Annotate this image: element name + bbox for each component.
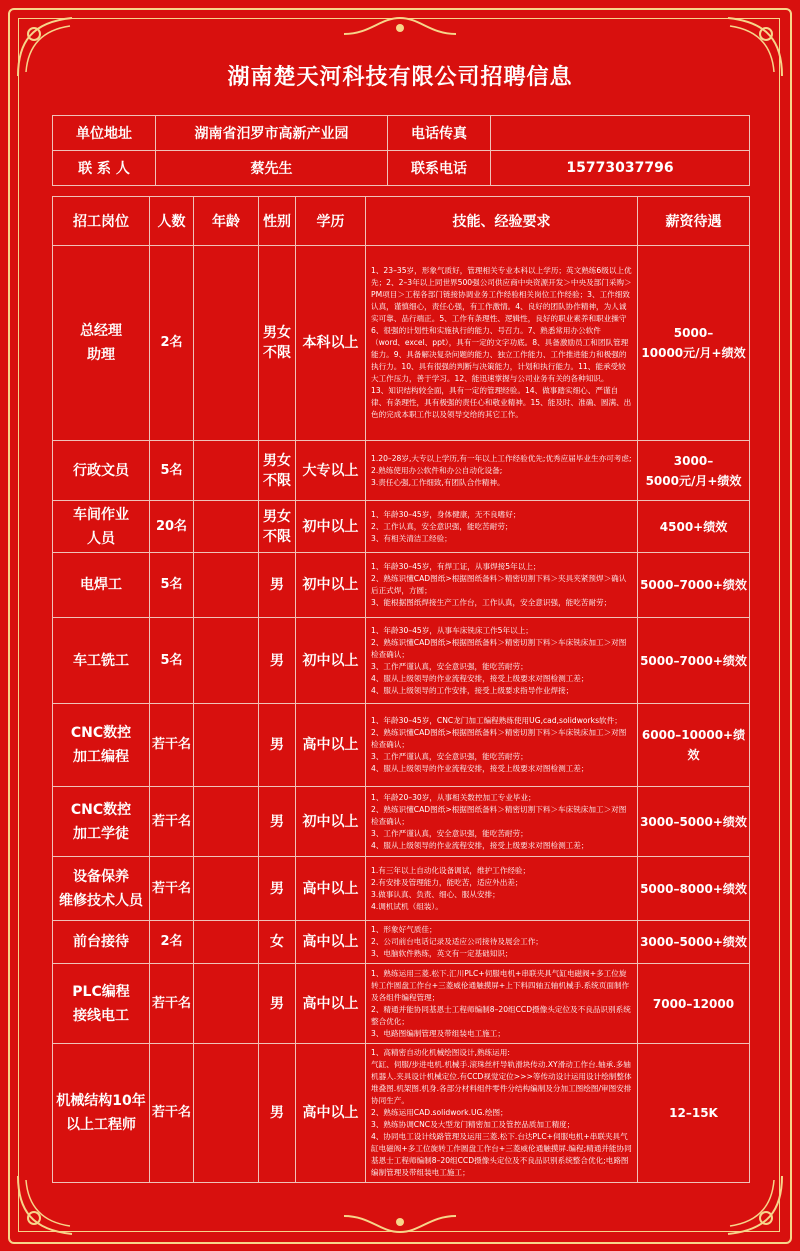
job-position-line: 机械结构10年 (56, 1093, 146, 1109)
salary-line: 7000–12000 (652, 996, 735, 1011)
job-salary (638, 441, 750, 501)
address-label: 单位地址 (53, 116, 156, 151)
requirement-line: 2、熟练识懂CAD图纸>根据图纸备料＞精密切割下料＞车床铣床加工＞对图检查确认； (371, 728, 627, 749)
job-education: 初中以上 (296, 553, 366, 618)
job-gender (259, 501, 296, 553)
job-count: 2名 (150, 921, 194, 964)
job-position (53, 441, 150, 501)
job-gender (259, 964, 296, 1044)
job-education: 高中以上 (296, 921, 366, 964)
job-gender (259, 441, 296, 501)
job-salary (638, 857, 750, 921)
job-gender-line: 男女 (263, 508, 291, 525)
column-header: 年龄 (194, 197, 259, 246)
job-age (194, 501, 259, 553)
requirement-line: 2、熟练识懂CAD图纸>根据图纸备料＞精密切割下料＞夹具夹紧预焊＞确认后正式焊，方圆； (371, 574, 627, 595)
fax-value (491, 116, 750, 151)
table-row (53, 857, 750, 921)
job-count: 若干名 (150, 787, 194, 857)
address-value: 湖南省汨罗市高新产业园 (156, 116, 388, 151)
job-gender-line: 男 (270, 880, 284, 897)
requirement-line: 4、服从上级领导的工作安排，接受上级要求指导作业焊接； (371, 685, 574, 695)
job-count: 2名 (150, 246, 194, 441)
job-education: 本科以上 (296, 246, 366, 441)
requirement-line: 3、工作严谨认真，安全意识强，能吃苦耐劳； (371, 661, 528, 671)
requirement-line: 1.20–28岁,大专以上学历,有一年以上工作经验优先;优秀应届毕业生亦可考虑; (371, 453, 632, 463)
job-salary (638, 921, 750, 964)
job-education: 初中以上 (296, 501, 366, 553)
job-salary (638, 964, 750, 1044)
requirement-line: 1、年龄20–30岁，从事相关数控加工专业毕业； (371, 792, 536, 802)
job-salary (638, 553, 750, 618)
job-position-line: CNC数控 (70, 725, 132, 741)
job-position (53, 246, 150, 441)
job-age (194, 553, 259, 618)
job-count: 若干名 (150, 1044, 194, 1183)
job-age (194, 857, 259, 921)
job-requirements (366, 441, 638, 501)
jobs-table (52, 196, 750, 1183)
job-count: 若干名 (150, 704, 194, 787)
requirement-line: 6、很强的计划性和实施执行的能力、号召力。7、熟悉常用办公软件（word、excel、ppt），具有一定的文字功底。8、具备激励员工和团队管理能力。9、具备解决复杂问题的能力、独立工作能力、工作推进能力和极强的执行力。10、具有很强的判断与决策能力，计划和执行能力。11、能承受较大工作压力，善于学习。12、能迅速掌握与公司业务有关的各种知识。 (371, 326, 629, 383)
table-row (53, 921, 750, 964)
requirement-line: 2、精通并能协同基恩士工程师编制8–20组CCD摄像头定位及不良品识别系统整合优化； (371, 1004, 631, 1026)
phone-value: 15773037796 (491, 151, 750, 186)
job-count: 5名 (150, 618, 194, 704)
job-gender (259, 921, 296, 964)
requirement-line: 1.有三年以上自动化设备调试，维护工作经验； (371, 865, 531, 875)
job-gender-line: 男 (270, 995, 284, 1012)
job-age (194, 704, 259, 787)
job-position (53, 501, 150, 553)
job-position-line: 以上工程师 (66, 1117, 136, 1133)
job-count: 若干名 (150, 964, 194, 1044)
job-education: 高中以上 (296, 857, 366, 921)
job-position (53, 964, 150, 1044)
table-row (53, 787, 750, 857)
requirement-line: 2、熟练运用CAD.solidwork.UG.绘图； (371, 1108, 508, 1117)
salary-line: 3000– (673, 453, 714, 468)
job-position-line: 车工铣工 (73, 652, 129, 669)
table-row (53, 246, 750, 441)
job-gender (259, 553, 296, 618)
column-header: 性别 (259, 197, 296, 246)
requirement-line: 4、服从上级领导的作业流程安排，接受上级要求对图检测工差； (371, 673, 589, 683)
job-salary (638, 501, 750, 553)
job-salary (638, 246, 750, 441)
job-age (194, 964, 259, 1044)
job-education: 高中以上 (296, 704, 366, 787)
requirement-line: 气缸、伺服/步进电机.机械手.滚珠丝杆导轨滑块传动.XY滑动工作台.轴承.多轴机器人.夹具设计机械定位.有CCD视觉定位>>>等传动设计运用设计绘制整体堆叠图.机架图.机身.各部分材料组件零件分结构编制及分加工图绘图/审图安排协同生产。 (371, 1060, 632, 1105)
job-requirements (366, 787, 638, 857)
job-position (53, 921, 150, 964)
requirement-line: 3、能根据图纸焊接生产工作台，工作认真，安全意识强，能吃苦耐劳； (371, 598, 612, 607)
job-requirements (366, 618, 638, 704)
job-count: 若干名 (150, 857, 194, 921)
table-row (53, 553, 750, 618)
requirement-line: 4、服从上级领导的作业流程安排，接受上级要求对图检测工差； (371, 764, 589, 773)
contact-value: 蔡先生 (156, 151, 388, 186)
job-gender-line: 男女 (263, 325, 291, 341)
job-education: 大专以上 (296, 441, 366, 501)
salary-line: 6000–10000+绩效 (641, 728, 746, 762)
phone-label: 联系电话 (388, 151, 491, 186)
job-gender-line: 男 (270, 577, 284, 593)
requirement-line: 4、协同电工设计线路管理及运用三菱.松下.台达PLC+伺服电机+串联夹具气缸电磁阀+多工位旋转工作圆盘工作台+三菱威伦通触摸屏.编程;精通并能协同基恩士工程师编制8–20组CCD摄像头定位及不良品识别系统整合优化;电路图编制管理及带组装电工施工； (371, 1132, 632, 1177)
job-position-line: 维修技术人员 (59, 892, 143, 909)
job-gender-line: 不限 (263, 345, 291, 361)
requirement-line: 1、形象好气质佳； (371, 925, 437, 934)
job-gender (259, 857, 296, 921)
job-education: 初中以上 (296, 787, 366, 857)
job-requirements (366, 964, 638, 1044)
column-header: 薪资待遇 (638, 197, 750, 246)
job-count: 5名 (150, 553, 194, 618)
job-position (53, 553, 150, 618)
salary-line: 3000–5000+绩效 (640, 935, 747, 949)
job-position (53, 787, 150, 857)
requirement-line: 1、年龄30–45岁，从事车床铣床工作5年以上； (371, 625, 533, 635)
job-age (194, 921, 259, 964)
job-gender-line: 不限 (263, 472, 291, 489)
table-row (53, 964, 750, 1044)
table-row (53, 704, 750, 787)
requirement-line: 3、电脑软件熟练，英文有一定基础知识； (371, 949, 513, 958)
table-row (53, 441, 750, 501)
job-position-line: 接线电工 (73, 1007, 129, 1024)
requirement-line: 3、熟练协调CNC及大型龙门精密加工及管控品质加工精度； (371, 1120, 575, 1129)
table-row (53, 618, 750, 704)
requirement-line: 2.熟练使用办公软件和办公自动化设备; (371, 465, 503, 475)
job-gender-line: 不限 (263, 528, 291, 545)
salary-line: 5000–8000+绩效 (640, 881, 747, 896)
requirement-line: 2、工作认真，安全意识强，能吃苦耐劳； (371, 521, 513, 531)
job-gender-line: 男女 (263, 452, 291, 469)
column-header: 技能、经验要求 (366, 197, 638, 246)
requirement-line: 1、年龄30–45岁，有焊工证，从事焊接5年以上； (371, 562, 541, 571)
job-age (194, 441, 259, 501)
job-position-line: PLC编程 (72, 983, 130, 1000)
job-salary (638, 1044, 750, 1183)
job-position-line: 助理 (87, 347, 115, 363)
job-gender-line: 女 (270, 934, 284, 950)
job-position-line: 人员 (87, 530, 115, 547)
job-requirements (366, 704, 638, 787)
job-gender (259, 1044, 296, 1183)
column-header: 人数 (150, 197, 194, 246)
table-row (53, 501, 750, 553)
job-gender-line: 男 (270, 813, 284, 830)
requirement-line: 13、知识结构较全面，具有一定的管理经验。14、做事踏实细心、严谨自律、有条理性，具有极强的责任心和敬业精神。15、能及时、准确、圆满、出色的完成本职工作以及领导交给的其它工作。 (371, 386, 632, 419)
salary-line: 5000– (673, 326, 714, 340)
salary-line: 5000元/月+绩效 (645, 473, 742, 488)
job-position-line: 设备保养 (73, 868, 129, 885)
requirement-line: 1、高精密自动化机械绘图设计,熟练运用: (371, 1048, 510, 1057)
table-row (53, 1044, 750, 1183)
job-gender (259, 787, 296, 857)
requirement-line: 2、熟练识懂CAD图纸>根据图纸备料＞精密切割下料＞车床铣床加工＞对图检查确认； (371, 804, 627, 826)
job-requirements (366, 1044, 638, 1183)
job-age (194, 618, 259, 704)
requirement-line: 1、年龄30–45岁，身体健康，无不良嗜好； (371, 509, 521, 519)
salary-line: 5000–7000+绩效 (640, 653, 747, 668)
column-header: 学历 (296, 197, 366, 246)
job-age (194, 787, 259, 857)
requirement-line: 3、工作严谨认真，安全意识强，能吃苦耐劳； (371, 752, 528, 761)
job-gender-line: 男 (270, 652, 284, 669)
salary-line: 4500+绩效 (659, 519, 728, 534)
requirement-line: 1、年龄30–45岁，CNC龙门加工编程熟练使用UG,cad,solidworks软件； (371, 716, 622, 725)
job-gender-line: 男 (270, 1105, 284, 1121)
job-position-line: 总经理 (80, 323, 122, 339)
top-scroll-ornament-icon (340, 12, 460, 42)
job-position (53, 857, 150, 921)
salary-line: 10000元/月+绩效 (641, 346, 746, 360)
salary-line: 5000–7000+绩效 (640, 578, 747, 592)
job-position-line: 车间作业 (73, 506, 129, 523)
job-position-line: 电焊工 (80, 577, 122, 593)
job-salary (638, 787, 750, 857)
job-position (53, 704, 150, 787)
job-position-line: 行政文员 (73, 462, 129, 479)
requirement-line: 2.有安排及管理能力，能吃苦，适应外出差； (371, 877, 523, 887)
page-title: 湖南楚天河科技有限公司招聘信息 (227, 65, 573, 90)
job-gender-line: 男 (270, 737, 284, 753)
job-education: 初中以上 (296, 618, 366, 704)
job-gender (259, 246, 296, 441)
table-header-row (53, 197, 750, 246)
job-position (53, 1044, 150, 1183)
job-position-line: 加工编程 (73, 749, 129, 765)
requirement-line: 2、公司前台电话记录及适应公司接待及展会工作； (371, 937, 543, 946)
job-position-line: 加工学徒 (73, 825, 129, 842)
job-education: 高中以上 (296, 1044, 366, 1183)
fax-label: 电话传真 (388, 116, 491, 151)
job-requirements (366, 553, 638, 618)
requirement-line: 3、工作严谨认真，安全意识强，能吃苦耐劳； (371, 828, 528, 838)
job-salary (638, 704, 750, 787)
job-age (194, 246, 259, 441)
job-education: 高中以上 (296, 964, 366, 1044)
contact-label: 联 系 人 (53, 151, 156, 186)
requirement-line: 1、熟练运用三菱.松下.汇川PLC+伺服电机+串联夹具气缸电磁阀+多工位旋转工作圆盘工作台+三菱威伦通触摸屏+上下料四轴五轴机械手.系统页面制作及各组件编程管理； (371, 968, 630, 1002)
salary-line: 12–15K (669, 1106, 718, 1120)
job-requirements (366, 501, 638, 553)
job-age (194, 1044, 259, 1183)
requirement-line: 2、熟练识懂CAD图纸>根据图纸备料＞精密切割下料＞车床铣床加工＞对图检查确认； (371, 637, 627, 659)
job-gender (259, 704, 296, 787)
job-count: 5名 (150, 441, 194, 501)
job-requirements (366, 921, 638, 964)
salary-line: 3000–5000+绩效 (640, 814, 747, 829)
job-requirements (366, 857, 638, 921)
requirement-line: 4.调机试机（组装）。 (371, 901, 443, 911)
requirement-line: 4、服从上级领导的作业流程安排，接受上级要求对图检测工差； (371, 840, 589, 850)
job-count: 20名 (150, 501, 194, 553)
bottom-scroll-ornament-icon (340, 1208, 460, 1238)
job-requirements (366, 246, 638, 441)
job-position-line: CNC数控 (70, 801, 132, 818)
job-position-line: 前台接待 (73, 934, 129, 950)
job-salary (638, 618, 750, 704)
requirement-line: 3、电路图编制管理及带组装电工施工； (371, 1028, 505, 1038)
job-position (53, 618, 150, 704)
requirement-line: 3.做事认真、负责、细心、服从安排； (371, 889, 500, 899)
company-info-table (52, 115, 750, 186)
requirement-line: 3、有相关清洁工经验； (371, 533, 452, 543)
column-header: 招工岗位 (53, 197, 150, 246)
requirement-line: 1、23–35岁，形象气质好，管理相关专业本科以上学历；英文熟练6级以上优先；2、2–3年以上同世界500强公司供应商中央资源开发＞中央及部门采购＞PM项目＞工程各部门链接协调业务工作经验相关岗位工作经验；3、工作细致认真，谨慎细心，责任心强，有工作激情。4、良好的团队协作精神，为人诚实可靠、品行端正。5、工作有条理性、逻辑性，良好的职业素养和职业操守 (371, 266, 632, 323)
requirement-line: 3.责任心强,工作细致,有团队合作精神。 (371, 477, 505, 487)
job-gender (259, 618, 296, 704)
